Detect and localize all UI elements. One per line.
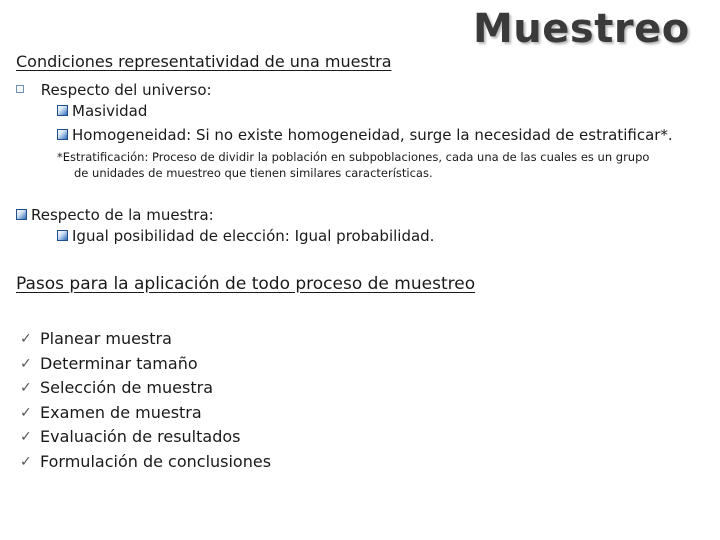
square-bullet-icon — [57, 105, 68, 116]
step-label: Evaluación de resultados — [40, 427, 241, 446]
checkmark-icon: ✓ — [20, 355, 32, 372]
steps-list — [20, 327, 271, 474]
footnote-line: de unidades de muestreo que tienen similares características. — [74, 166, 433, 180]
footnote-line: *Estratificación: Proceso de dividir la población en subpoblaciones, cada una de las cuales es un grupo — [57, 150, 650, 164]
list-item — [20, 401, 271, 426]
square-bullet-icon — [57, 129, 68, 140]
sublist-item-masividad — [57, 102, 147, 120]
square-bullet-icon — [16, 85, 24, 93]
checkmark-icon: ✓ — [20, 404, 32, 421]
sublist-item-igual-posibilidad — [57, 227, 434, 245]
square-bullet-icon — [16, 209, 27, 220]
step-label: Planear muestra — [40, 329, 172, 348]
slide-title: Muestreo — [473, 6, 690, 52]
list-item — [20, 327, 271, 352]
checkmark-icon: ✓ — [20, 331, 32, 347]
step-label: Examen de muestra — [40, 402, 202, 422]
step-label: Selección de muestra — [40, 378, 213, 397]
list-item-universe — [16, 81, 212, 99]
list-item — [20, 450, 271, 475]
section-heading-steps: Pasos para la aplicación de todo proceso de muestreo — [16, 274, 476, 294]
square-bullet-icon — [57, 230, 68, 241]
list-item-muestra — [16, 206, 214, 224]
sublist-item-label: Masividad — [72, 102, 148, 120]
step-label: Formulación de conclusiones — [40, 451, 272, 471]
step-label: Determinar tamaño — [40, 353, 198, 373]
footnote-estratificacion — [57, 149, 717, 181]
list-item — [20, 425, 271, 450]
checkmark-icon: ✓ — [20, 380, 32, 396]
sublist-item-label: Igual posibilidad de elección: Igual probabilidad. — [72, 227, 435, 245]
sublist-item-homogeneidad — [57, 126, 673, 144]
list-item — [20, 376, 271, 401]
sublist-item-label: Homogeneidad: Si no existe homogeneidad, surge la necesidad de estratificar*. — [72, 126, 673, 144]
list-item-label: Respecto de la muestra: — [31, 206, 214, 224]
checkmark-icon: ✓ — [20, 429, 32, 445]
list-item-label: Respecto del universo: — [40, 81, 212, 99]
list-item — [20, 352, 271, 377]
checkmark-icon: ✓ — [20, 453, 32, 470]
section-heading-conditions: Condiciones representatividad de una muestra — [16, 52, 392, 71]
